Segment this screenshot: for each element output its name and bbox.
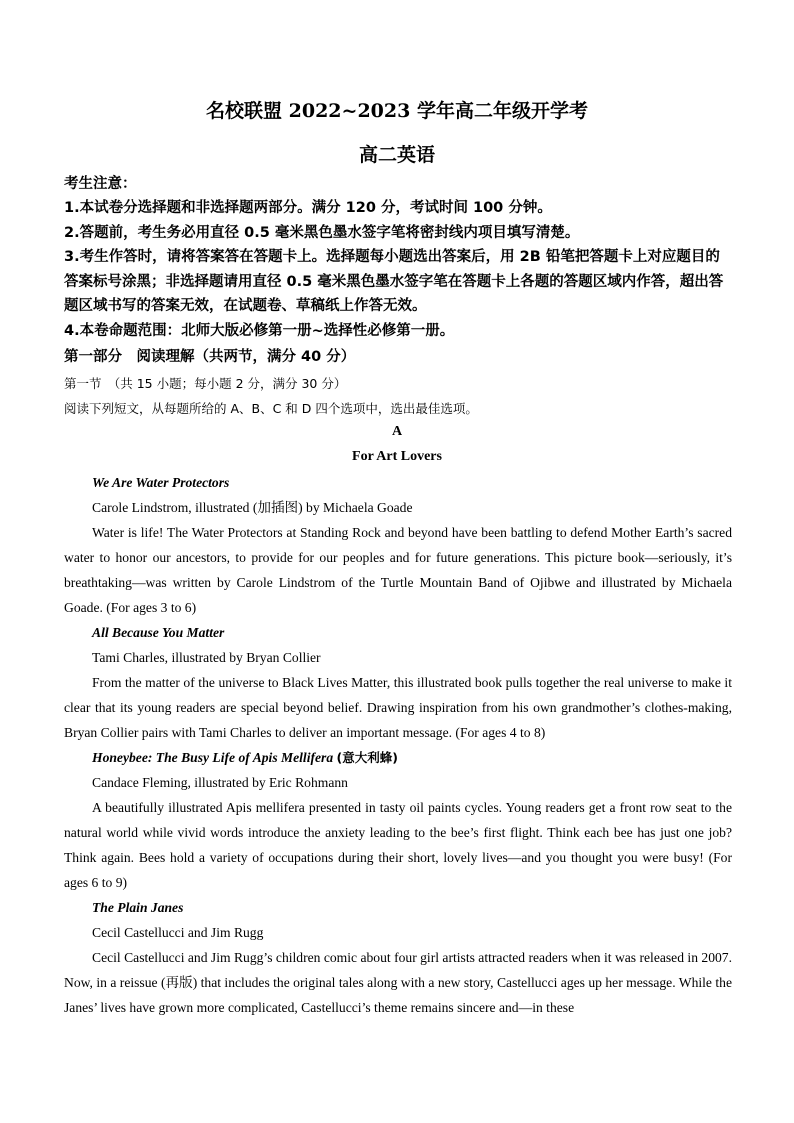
notice-line-4: 4.本卷命题范围：北师大版必修第一册~选择性必修第一册。 <box>64 322 455 339</box>
book-description: Water is life! The Water Protectors at Standing Rock and beyond have been battling to defend Mother Earth’s sacred water to honor our ancestors, to provide for our peoples and for future generations. This picture book—seriously, it’s breathtaking—was written by Carole Lindstrom of the Turtle Mountain Band of Ojibwe and illustrated by Michaela Goade. (For ages 3 to 6) <box>64 525 732 615</box>
book-title-text: Honeybee: The Busy Life of Apis Mellifera <box>92 750 334 765</box>
book-credit: Tami Charles, illustrated by Bryan Collier <box>92 650 321 665</box>
exam-title: 名校联盟 2022~2023 学年高二年级开学考 <box>206 100 588 122</box>
book-title <box>64 745 732 770</box>
book-description: From the matter of the universe to Black Lives Matter, this illustrated book pulls together the real universe to make it clear that its young readers are special beyond belief. Drawing inspiration from his own grandmother’s clothes-making, Bryan Collier pairs with Tami Charles to deliver an important message. (For ages 4 to 8) <box>64 675 732 740</box>
notice-heading: 考生注意： <box>64 176 137 192</box>
book-description: Cecil Castellucci and Jim Rugg’s children comic about four girl artists attracted readers when it was released in 2007. Now, in a reissue (再版) that includes the original tales along with a new story, Castellucci ages up her message. While the Janes’ lives have grown more complicated, Castellucci’s theme remains sincere and—in these <box>64 950 732 1015</box>
book-credit: Cecil Castellucci and Jim Rugg <box>92 925 264 940</box>
section-title: 第一节 （共 15 小题；每小题 2 分，满分 30 分） <box>64 376 347 391</box>
book-title-text: All Because You Matter <box>92 625 225 640</box>
book-title-text: We Are Water Protectors <box>92 475 230 490</box>
notice-line-2: 2.答题前，考生务必用直径 0.5 毫米黑色墨水签字笔将密封线内项目填写清楚。 <box>64 224 580 241</box>
book-title <box>64 895 732 920</box>
book-credit: Candace Fleming, illustrated by Eric Rohmann <box>92 775 348 790</box>
book-title <box>64 620 732 645</box>
book-description: A beautifully illustrated Apis mellifera presented in tasty oil paints cycles. Young readers get a front row seat to the natural world while vivid words introduce the anxiety leading to the bee’s first flight. Think each bee has just one job? Think again. Bees hold a variety of occupations during their short, lovely lives—and you thought you were busy! (For ages 6 to 9) <box>64 800 732 890</box>
notice-list <box>64 196 734 343</box>
part-title: 第一部分 阅读理解（共两节，满分 40 分） <box>64 349 356 365</box>
instruction-text: 阅读下列短文，从每题所给的 A、B、C 和 D 四个选项中，选出最佳选项。 <box>64 401 478 416</box>
exam-subtitle: 高二英语 <box>358 144 435 166</box>
book-title-text: The Plain Janes <box>92 900 184 915</box>
book-credit: Carole Lindstrom, illustrated (加插图) by Michaela Goade <box>92 500 413 515</box>
passage-title: For Art Lovers <box>352 449 442 464</box>
notice-line-3: 3.考生作答时，请将答案答在答题卡上。选择题每小题选出答案后，用 2B 铅笔把答题卡上对应题目的答案标号涂黑；非选择题请用直径 0.5 毫米黑色墨水签字笔在答题卡上各题的答题区域内作答，超出答题区域书写的答案无效，在试题卷、草稿纸上作答无效。 <box>64 249 724 314</box>
notice-line-1: 1.本试卷分选择题和非选择题两部分。满分 120 分，考试时间 100 分钟。 <box>64 200 552 216</box>
book-title-gloss: (意大利蜂) <box>336 750 398 765</box>
book-title <box>64 470 732 495</box>
passage-body <box>64 470 732 1020</box>
passage-letter: A <box>391 424 403 439</box>
